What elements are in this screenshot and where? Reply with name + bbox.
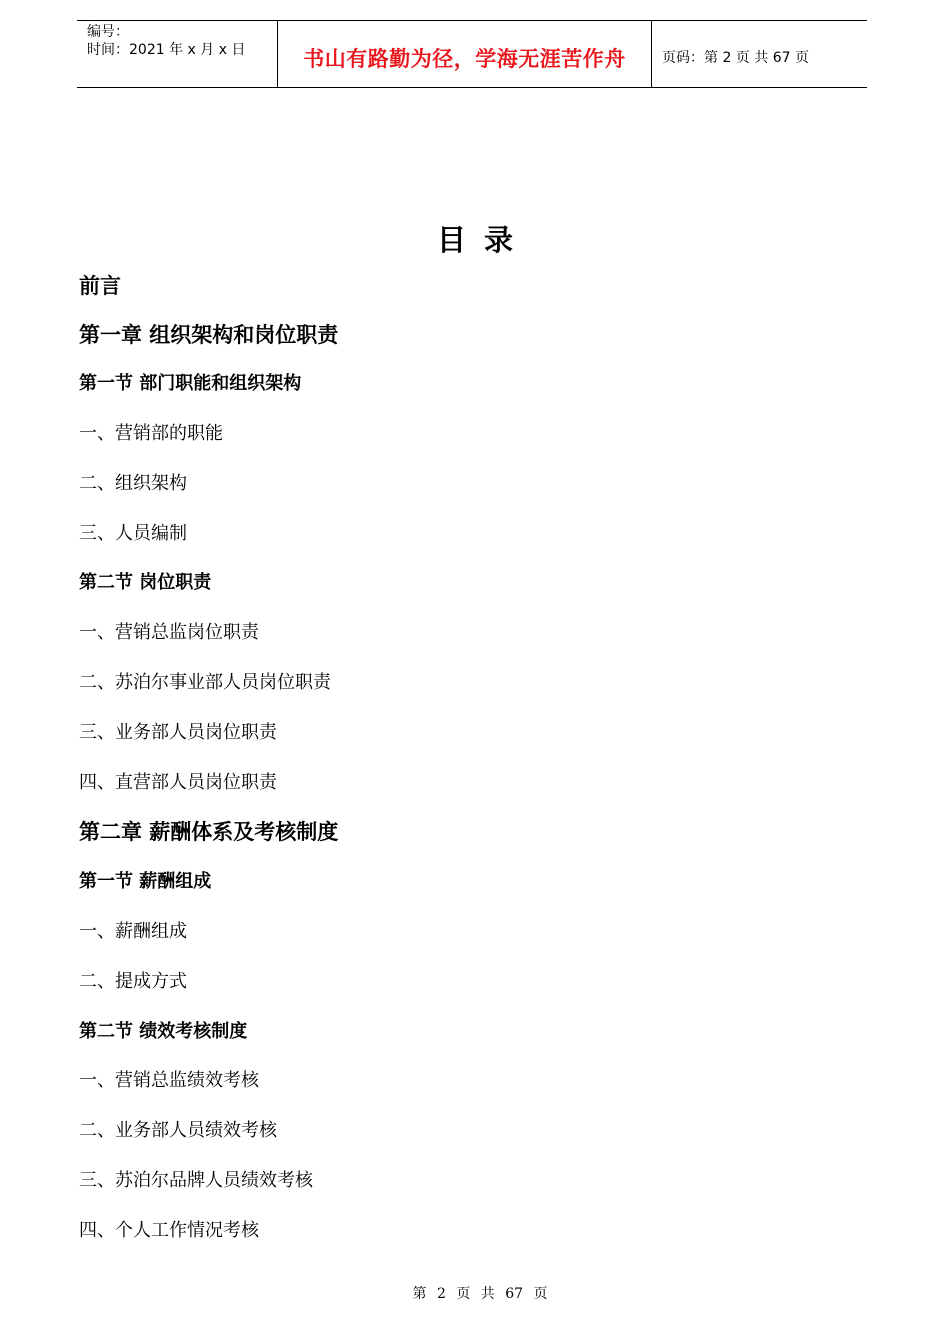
toc-item: 一、营销总监绩效考核 — [79, 1070, 259, 1091]
toc-item: 一、营销总监岗位职责 — [79, 622, 259, 643]
toc-item: 一、薪酬组成 — [79, 921, 187, 942]
header-page-info: 页码：第 2 页 共 67 页 — [662, 50, 809, 66]
toc-title: 目录 — [436, 223, 531, 257]
footer-page-number: 2 — [436, 1286, 446, 1302]
toc-item: 四、个人工作情况考核 — [79, 1220, 259, 1241]
toc-item: 二、提成方式 — [79, 971, 187, 992]
toc-item: 三、人员编制 — [79, 523, 187, 544]
toc-item: 二、业务部人员绩效考核 — [79, 1120, 277, 1141]
toc-item: 三、苏泊尔品牌人员绩效考核 — [79, 1170, 313, 1191]
header-page-cell — [652, 21, 867, 87]
toc-chapter: 第二章 薪酬体系及考核制度 — [79, 820, 339, 844]
toc-section: 第一节 薪酬组成 — [79, 871, 212, 892]
toc-section: 第二节 岗位职责 — [79, 572, 212, 593]
header-motto-cell — [278, 21, 652, 87]
footer-di: 第 — [412, 1286, 427, 1302]
document-number-label: 编号： — [87, 24, 129, 40]
footer-ye: 页 — [456, 1286, 471, 1302]
page-header — [77, 20, 867, 88]
toc-item: 三、业务部人员岗位职责 — [79, 722, 277, 743]
page-footer — [0, 1283, 950, 1303]
toc-item: 二、苏泊尔事业部人员岗位职责 — [79, 672, 331, 693]
document-date-label: 时间：2021 年 x 月 x 日 — [87, 42, 246, 58]
header-motto: 书山有路勤为径，学海无涯苦作舟 — [303, 47, 626, 71]
toc-item: 二、组织架构 — [79, 473, 187, 494]
toc-item: 一、营销部的职能 — [79, 423, 223, 444]
toc-section: 第二节 绩效考核制度 — [79, 1021, 248, 1042]
header-meta-cell — [77, 21, 278, 87]
footer-ye-2: 页 — [533, 1286, 548, 1302]
toc-chapter: 第一章 组织架构和岗位职责 — [79, 323, 339, 347]
footer-gong: 共 — [480, 1286, 495, 1302]
toc-chapter: 前言 — [79, 274, 121, 298]
toc-item: 四、直营部人员岗位职责 — [79, 772, 277, 793]
footer-total-pages: 67 — [505, 1286, 524, 1302]
toc-section: 第一节 部门职能和组织架构 — [79, 373, 302, 394]
